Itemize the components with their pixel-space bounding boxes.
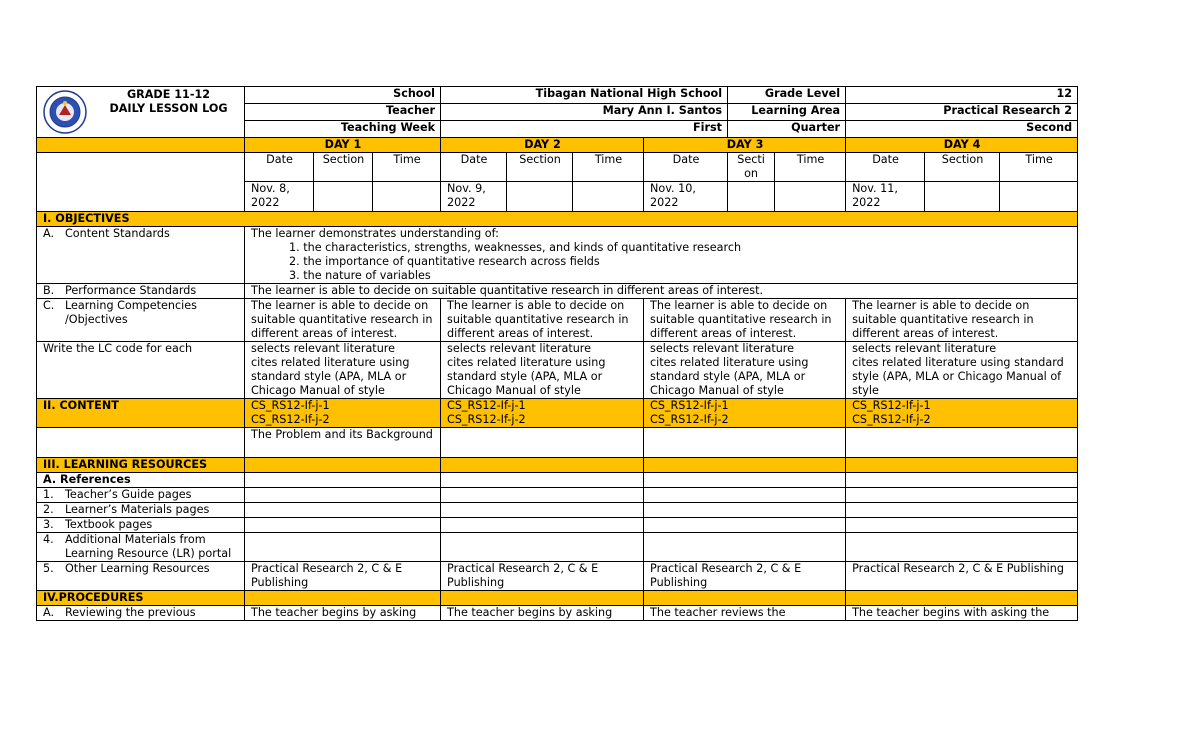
day-4-time bbox=[1000, 182, 1078, 212]
day-1-section-heading: Section bbox=[314, 153, 373, 182]
day-1-lc-line-1: selects relevant literature bbox=[251, 342, 396, 355]
day-2-time-heading: Time bbox=[573, 153, 644, 182]
title-cell bbox=[37, 87, 245, 138]
content-item-3: 3. the nature of variables bbox=[289, 269, 431, 282]
review-day-3: The teacher reviews the bbox=[644, 606, 846, 621]
competencies-label bbox=[37, 299, 245, 342]
day-2-competency: The learner is able to decide on suitable quantitative research in different areas of interest. bbox=[441, 299, 644, 342]
day-3-section-heading: Secti on bbox=[728, 153, 775, 182]
performance-standards-num: B. bbox=[43, 284, 55, 297]
day-1-codes bbox=[245, 399, 441, 428]
lm-day-1 bbox=[245, 503, 441, 518]
day-1-lc-line-2: cites related literature using standard style (APA, MLA or Chicago Manual of style bbox=[251, 356, 410, 397]
references-day-2 bbox=[441, 473, 644, 488]
week-label: Teaching Week bbox=[245, 121, 441, 138]
lm-day-3 bbox=[644, 503, 846, 518]
day-header-blank bbox=[37, 138, 245, 153]
day-1-date-heading: Date bbox=[245, 153, 314, 182]
textbook-pages-num: 3. bbox=[43, 518, 54, 531]
day-2-lc bbox=[441, 342, 644, 399]
lc-code-label: Write the LC code for each bbox=[37, 342, 245, 399]
procedures-day-4 bbox=[846, 591, 1078, 606]
topic-label bbox=[37, 428, 245, 458]
grade-value: 12 bbox=[846, 87, 1078, 104]
additional-day-3 bbox=[644, 533, 846, 562]
day-3-code-2: CS_RS12-If-j-2 bbox=[650, 413, 729, 426]
day-1-code-1: CS_RS12-If-j-1 bbox=[251, 399, 330, 412]
school-label: School bbox=[245, 87, 441, 104]
other-resources-num: 5. bbox=[43, 562, 54, 575]
day-3-lc bbox=[644, 342, 846, 399]
other-resources-text: Other Learning Resources bbox=[65, 562, 210, 575]
area-value: Practical Research 2 bbox=[846, 104, 1078, 121]
tg-pages-label bbox=[37, 488, 245, 503]
grade-label: Grade Level bbox=[728, 87, 846, 104]
day-1-header: DAY 1 bbox=[245, 138, 441, 153]
day-4-header: DAY 4 bbox=[846, 138, 1078, 153]
day-1-competency: The learner is able to decide on suitable quantitative research in different areas of interest. bbox=[245, 299, 441, 342]
day-1-lc bbox=[245, 342, 441, 399]
day-4-date-heading: Date bbox=[846, 153, 925, 182]
additional-materials-text: Additional Materials from Learning Resource (LR) portal bbox=[65, 533, 232, 560]
tg-pages-num: 1. bbox=[43, 488, 54, 501]
review-label bbox=[37, 606, 245, 621]
lm-pages-text: Learner’s Materials pages bbox=[65, 503, 210, 516]
daily-lesson-log-table bbox=[36, 86, 1078, 621]
content-standards-num: A. bbox=[43, 227, 55, 240]
content-item-1: 1. the characteristics, strengths, weaknesses, and kinds of quantitative research bbox=[289, 241, 742, 254]
day-3-codes bbox=[644, 399, 846, 428]
procedures-heading: IV.PROCEDURES bbox=[37, 591, 245, 606]
textbook-day-4 bbox=[846, 518, 1078, 533]
tg-day-3 bbox=[644, 488, 846, 503]
day-2-lc-line-2: cites related literature using standard style (APA, MLA or Chicago Manual of style bbox=[447, 356, 606, 397]
day-2-section bbox=[507, 182, 573, 212]
teacher-value: Mary Ann I. Santos bbox=[441, 104, 728, 121]
day-4-section bbox=[925, 182, 1000, 212]
additional-materials-num: 4. bbox=[43, 533, 54, 546]
day-2-lc-line-1: selects relevant literature bbox=[447, 342, 592, 355]
content-item-2: 2. the importance of quantitative research across fields bbox=[289, 255, 600, 268]
day-4-code-2: CS_RS12-If-j-2 bbox=[852, 413, 931, 426]
lm-day-4 bbox=[846, 503, 1078, 518]
title-log: DAILY LESSON LOG bbox=[109, 102, 228, 115]
day-4-codes bbox=[846, 399, 1078, 428]
area-label: Learning Area bbox=[728, 104, 846, 121]
day-2-time bbox=[573, 182, 644, 212]
references-day-4 bbox=[846, 473, 1078, 488]
performance-standards-value: The learner is able to decide on suitable quantitative research in different areas of interest. bbox=[245, 284, 1078, 299]
resources-day-1 bbox=[245, 458, 441, 473]
teacher-label: Teacher bbox=[245, 104, 441, 121]
competencies-text: Learning Competencies /Objectives bbox=[65, 299, 197, 326]
additional-day-2 bbox=[441, 533, 644, 562]
tg-day-4 bbox=[846, 488, 1078, 503]
day-3-time-heading: Time bbox=[775, 153, 846, 182]
content-standards-text: Content Standards bbox=[65, 227, 170, 240]
day-3-code-1: CS_RS12-If-j-1 bbox=[650, 399, 729, 412]
day-3-lc-line-1: selects relevant literature bbox=[650, 342, 795, 355]
other-day-1: Practical Research 2, C & E Publishing bbox=[245, 562, 441, 591]
resources-day-4 bbox=[846, 458, 1078, 473]
quarter-label: Quarter bbox=[728, 121, 846, 138]
additional-day-4 bbox=[846, 533, 1078, 562]
other-day-4: Practical Research 2, C & E Publishing bbox=[846, 562, 1078, 591]
additional-day-1 bbox=[245, 533, 441, 562]
day-2-code-1: CS_RS12-If-j-1 bbox=[447, 399, 526, 412]
content-standards-value bbox=[245, 227, 1078, 284]
resources-day-3 bbox=[644, 458, 846, 473]
references-label: A. References bbox=[37, 473, 245, 488]
deped-seal bbox=[37, 89, 97, 137]
lm-day-2 bbox=[441, 503, 644, 518]
day-4-time-heading: Time bbox=[1000, 153, 1078, 182]
day-1-code-2: CS_RS12-If-j-2 bbox=[251, 413, 330, 426]
other-resources-label bbox=[37, 562, 245, 591]
review-day-2: The teacher begins by asking bbox=[441, 606, 644, 621]
day-2-codes bbox=[441, 399, 644, 428]
review-num: A. bbox=[43, 606, 55, 619]
day-1-date: Nov. 8, 2022 bbox=[245, 182, 314, 212]
day-4-competency: The learner is able to decide on suitable quantitative research in different areas of interest. bbox=[846, 299, 1078, 342]
day-1-section bbox=[314, 182, 373, 212]
textbook-day-3 bbox=[644, 518, 846, 533]
day-3-lc-line-2: cites related literature using standard style (APA, MLA or Chicago Manual of style bbox=[650, 356, 809, 397]
day-3-header: DAY 3 bbox=[644, 138, 846, 153]
title-grade: GRADE 11-12 bbox=[126, 88, 211, 101]
content-standards-label bbox=[37, 227, 245, 284]
review-text: Reviewing the previous bbox=[65, 606, 196, 619]
day-3-time bbox=[775, 182, 846, 212]
references-day-3 bbox=[644, 473, 846, 488]
day-3-topic bbox=[644, 428, 846, 458]
additional-materials-label bbox=[37, 533, 245, 562]
resources-heading: III. LEARNING RESOURCES bbox=[37, 458, 245, 473]
day-3-date-heading: Date bbox=[644, 153, 728, 182]
competencies-num: C. bbox=[43, 299, 55, 312]
day-4-topic bbox=[846, 428, 1078, 458]
week-value: First bbox=[441, 121, 728, 138]
quarter-value: Second bbox=[846, 121, 1078, 138]
procedures-day-1 bbox=[245, 591, 441, 606]
schedule-label-cell bbox=[37, 153, 245, 212]
day-2-date: Nov. 9, 2022 bbox=[441, 182, 507, 212]
other-day-2: Practical Research 2, C & E Publishing bbox=[441, 562, 644, 591]
day-4-code-1: CS_RS12-If-j-1 bbox=[852, 399, 931, 412]
textbook-day-1 bbox=[245, 518, 441, 533]
day-3-section bbox=[728, 182, 775, 212]
performance-standards-label bbox=[37, 284, 245, 299]
textbook-pages-text: Textbook pages bbox=[65, 518, 153, 531]
day-4-lc-line-1: selects relevant literature bbox=[852, 342, 997, 355]
day-4-date: Nov. 11, 2022 bbox=[846, 182, 925, 212]
day-3-date: Nov. 10, 2022 bbox=[644, 182, 728, 212]
day-2-header: DAY 2 bbox=[441, 138, 644, 153]
lm-pages-label bbox=[37, 503, 245, 518]
other-day-3: Practical Research 2, C & E Publishing bbox=[644, 562, 846, 591]
textbook-pages-label bbox=[37, 518, 245, 533]
content-intro: The learner demonstrates understanding of: bbox=[251, 227, 499, 240]
day-2-section-heading: Section bbox=[507, 153, 573, 182]
objectives-heading: I. OBJECTIVES bbox=[37, 212, 1078, 227]
performance-standards-text: Performance Standards bbox=[65, 284, 197, 297]
tg-day-1 bbox=[245, 488, 441, 503]
day-4-section-heading: Section bbox=[925, 153, 1000, 182]
textbook-day-2 bbox=[441, 518, 644, 533]
day-4-lc-line-2: cites related literature using standard style (APA, MLA or Chicago Manual of style bbox=[852, 356, 1064, 397]
tg-day-2 bbox=[441, 488, 644, 503]
day-1-time bbox=[373, 182, 441, 212]
day-1-time-heading: Time bbox=[373, 153, 441, 182]
procedures-day-3 bbox=[644, 591, 846, 606]
day-1-topic: The Problem and its Background bbox=[245, 428, 441, 458]
review-day-1: The teacher begins by asking bbox=[245, 606, 441, 621]
day-2-code-2: CS_RS12-If-j-2 bbox=[447, 413, 526, 426]
review-day-4: The teacher begins with asking the bbox=[846, 606, 1078, 621]
tg-pages-text: Teacher’s Guide pages bbox=[65, 488, 192, 501]
content-heading: II. CONTENT bbox=[37, 399, 245, 428]
references-day-1 bbox=[245, 473, 441, 488]
procedures-day-2 bbox=[441, 591, 644, 606]
school-value: Tibagan National High School bbox=[441, 87, 728, 104]
day-2-topic bbox=[441, 428, 644, 458]
resources-day-2 bbox=[441, 458, 644, 473]
day-3-competency: The learner is able to decide on suitable quantitative research in different areas of interest. bbox=[644, 299, 846, 342]
day-4-lc bbox=[846, 342, 1078, 399]
lm-pages-num: 2. bbox=[43, 503, 54, 516]
day-2-date-heading: Date bbox=[441, 153, 507, 182]
